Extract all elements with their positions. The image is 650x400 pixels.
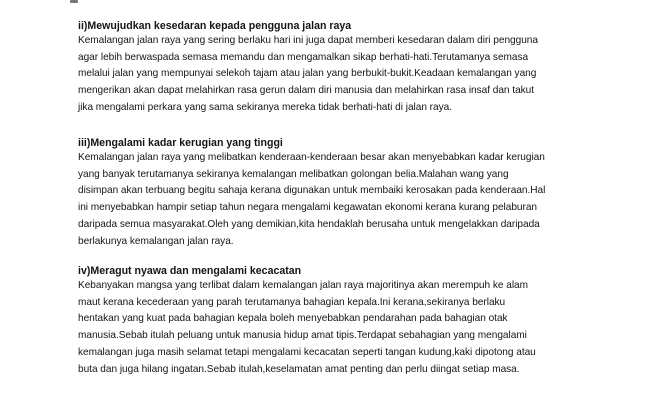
paragraph-line: manusia.Sebab itulah peluang untuk manusia hidup amat tipis.Terdapat sebahagian yang mengalami (78, 330, 527, 342)
paragraph-line: yang banyak terutamanya sekiranya kemalangan melibatkan golongan belia.Malahan wang yang (78, 168, 509, 180)
paragraph-line: Kemalangan jalan raya yang melibatkan kenderaan-kenderaan besar akan menyebabkan kadar kerugian (78, 152, 545, 163)
paragraph-line: maut kerana kecederaan yang parah terutamanya bahagian kepala.Ini kerana,sekiranya berlaku (78, 296, 506, 308)
cropped-text-fragment (70, 0, 78, 3)
section-road-user-awareness (78, 20, 578, 117)
paragraph-line: mengerikan akan dapat melahirkan rasa gerun dalam diri manusia dan melahirkan rasa insaf dan takut (78, 85, 535, 97)
section-heading: iii)Mengalami kadar kerugian yang tinggi (78, 137, 283, 149)
paragraph-line: disimpan akan terbuang begitu sahaja kerana digunakan untuk membaiki kerosakan pada kenderaan.Hal (78, 185, 546, 197)
paragraph-line: agar lebih berwaspada semasa memandu dan mengamalkan sikap berhati-hati.Terutamanya semasa (78, 51, 529, 63)
paragraph-line: Kebanyakan mangsa yang terlibat dalam kemalangan jalan raya majoritinya akan merempuh ke alam (78, 280, 528, 291)
paragraph-line: daripada semua masyarakat.Oleh yang demikian,kita hendaklah berusaha untuk mengelakkan daripada (78, 218, 540, 230)
section-high-losses (78, 137, 578, 250)
paragraph-line: buta dan juga hilang ingatan.Sebab itulah,keselamatan amat penting dan perlu diingat setiap masa. (78, 363, 520, 375)
paragraph-line: hentakan yang kuat pada bahagian kepala boleh menyebabkan pendarahan pada bahagian otak (78, 313, 508, 325)
paragraph-line: kemalangan juga masih selamat tetapi mengalami kecacatan seperti tangan kudung,kaki dipotong atau (78, 346, 536, 358)
paragraph-line: berlakunya kemalangan jalan raya. (78, 235, 234, 247)
paragraph-line: ini menyebabkan hampir setiap tahun negara mengalami kegawatan ekonomi kerana kurang pelaburan (78, 202, 537, 214)
paragraph-line: Kemalangan jalan raya yang sering berlaku hari ini juga dapat memberi kesedaran dalam diri pengguna (78, 35, 538, 46)
section-fatalities-disabilities (78, 265, 578, 378)
paragraph-line: melalui jalan yang mempunyai selekoh tajam atau jalan yang berbukit-bukit.Keadaan kemalangan yang (78, 68, 537, 80)
paragraph-line: jika mengalami perkara yang sama sekiranya mereka tidak berhati-hati di jalan raya. (78, 101, 452, 113)
section-heading: iv)Meragut nyawa dan mengalami kecacatan (78, 265, 302, 277)
section-heading: ii)Mewujudkan kesedaran kepada pengguna jalan raya (78, 20, 352, 32)
